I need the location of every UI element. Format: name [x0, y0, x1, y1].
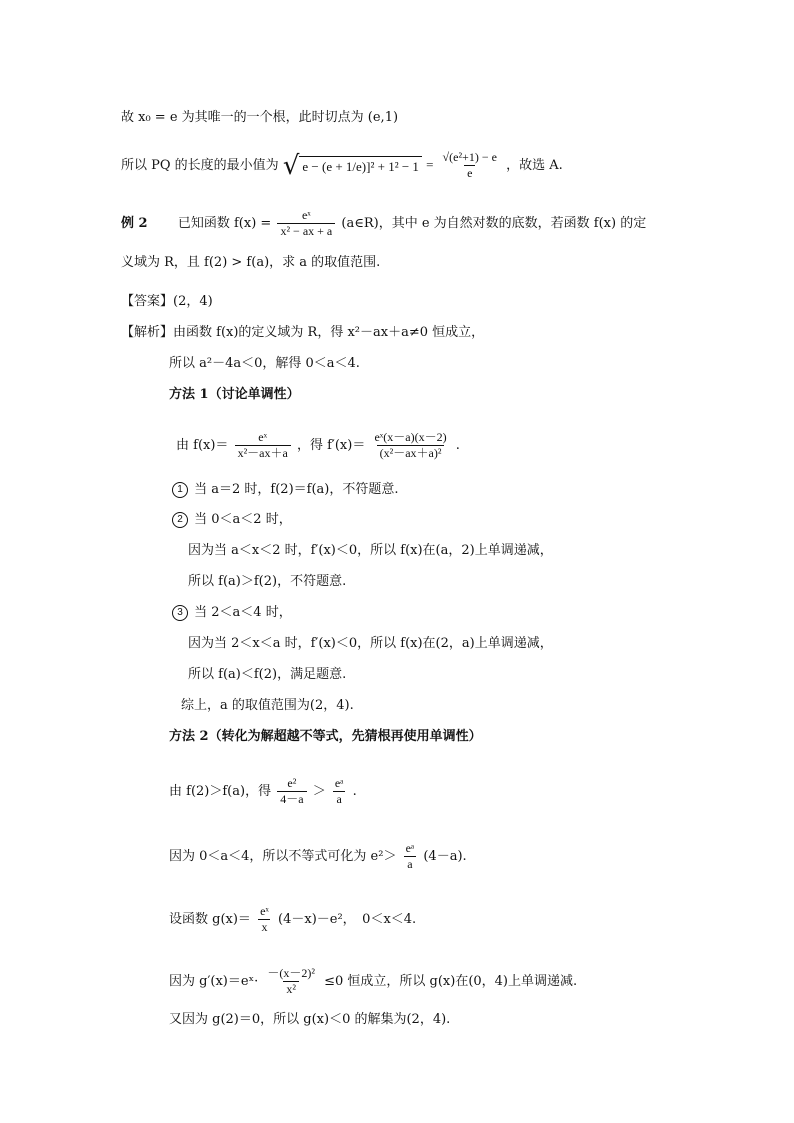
m2-l1-lead: 由 f(2)＞f(a)，得 [169, 784, 272, 799]
m2-l1-fraction-1 [277, 776, 306, 807]
case-2-detail-1 [188, 541, 553, 561]
case-3-detail-2 [188, 665, 346, 685]
m1-fp-den: (x²－ax＋a)² [377, 445, 445, 461]
pq-rhs-fraction [440, 150, 500, 181]
analysis-line-1 [121, 323, 484, 343]
case-2-detail-2-text: 所以 f(a)＞f(2)，不符题意. [188, 574, 347, 589]
m1-f-fraction [235, 430, 291, 461]
m2-l5-text: 又因为 g(2)＝0，所以 g(x)＜0 的解集为(2，4). [169, 1012, 451, 1027]
m2-l3-tail: (4－x)－e²， 0＜x＜4. [278, 912, 417, 927]
analysis-line-2 [169, 354, 360, 374]
m2-l4-tail: ≤0 恒成立，所以 g(x)在(0，4)上单调递减. [324, 974, 578, 989]
case-3-text: 当 2＜a＜4 时， [194, 605, 292, 620]
m2-l1-gt: ＞ [312, 784, 326, 799]
m1-fp-num: eˣ(x－a)(x－2) [374, 430, 447, 444]
method-2-line-4 [169, 966, 577, 997]
m2-l3-fraction [257, 904, 272, 935]
pq-sqrt-expression [282, 150, 422, 181]
example-2-text-c: 义域为 R，且 f(2) > f(a)，求 a 的取值范围. [121, 255, 381, 270]
m1-lead: 由 f(x)＝ [176, 438, 229, 453]
m2-l4-den: x² [283, 981, 299, 997]
case-2-detail-1-text: 因为当 a＜x＜2 时，f′(x)＜0，所以 f(x)在(a，2)上单调递减， [188, 543, 553, 558]
m1-f-num: eˣ [258, 430, 268, 444]
summary-text: 综上，a 的取值范围为(2，4). [181, 698, 354, 713]
m2-l3-num: eˣ [260, 904, 269, 918]
m2-l1-end: . [352, 784, 357, 799]
case-2-detail-2 [188, 572, 346, 592]
answer-line [121, 292, 213, 312]
method-1-heading [169, 385, 300, 405]
m2-l2-den: a [404, 856, 415, 872]
m2-l2-num: eᵃ [405, 841, 415, 855]
example-2-text-a: 已知函数 f(x) = [177, 216, 272, 231]
m2-l2-lead: 因为 0＜a＜4，所以不等式可化为 e²＞ [169, 849, 397, 864]
m2-l2-fraction [403, 841, 418, 872]
m2-l3-lead: 设函数 g(x)＝ [169, 912, 251, 927]
example-2-line-2 [121, 253, 380, 273]
example-2-line-1 [121, 208, 646, 239]
method-2-text: 方法 2（转化为解超越不等式，先猜根再使用单调性） [169, 729, 482, 744]
m2-l1-fraction-2 [332, 776, 347, 807]
m2-l4-fraction [264, 966, 318, 997]
method-2-line-5 [169, 1010, 450, 1030]
pq-rhs-num: √(e²+1) − e [442, 150, 497, 164]
m2-l1-den2: a [333, 791, 344, 807]
fx-fraction [277, 208, 335, 239]
method-2-heading [169, 727, 482, 747]
fx-den: x² − ax + a [277, 223, 335, 239]
summary-line [181, 696, 354, 716]
m2-l3-den: x [258, 919, 270, 935]
method-2-line-3 [169, 904, 416, 935]
analysis-text-2: 所以 a²－4a＜0，解得 0＜a＜4. [169, 356, 360, 371]
answer-text: 【答案】(2，4) [121, 294, 213, 309]
text-line-1 [121, 108, 398, 128]
m2-l2-tail: (4－a). [423, 849, 467, 864]
m2-l1-num1: e² [287, 776, 297, 790]
pq-rhs-den: e [464, 165, 475, 181]
line-1-text: 故 x₀ = e 为其唯一的一个根，此时切点为 (e,1) [121, 110, 399, 125]
case-3-detail-1-text: 因为当 2＜x＜a 时，f′(x)＜0，所以 f(x)在(2，a)上单调递减， [188, 636, 553, 651]
case-3-line [172, 603, 292, 623]
analysis-text-1: 【解析】由函数 f(x)的定义域为 R，得 x²－ax＋a≠0 恒成立， [121, 325, 485, 340]
method-2-line-2 [169, 841, 467, 872]
case-1-text: 当 a＝2 时，f(2)＝f(a)，不符题意. [194, 482, 399, 497]
pq-sqrt-body: e − (e + 1/e)]² + 1² − 1 [299, 156, 422, 175]
case-3-detail-2-text: 所以 f(a)＜f(2)，满足题意. [188, 667, 347, 682]
m1-f-den: x²－ax＋a [235, 445, 291, 461]
circled-number-2: 2 [172, 512, 188, 528]
m2-l4-lead: 因为 g′(x)＝eˣ· [169, 974, 259, 989]
fx-num: eˣ [301, 208, 311, 222]
circled-number-1: 1 [172, 482, 188, 498]
line-2-lead: 所以 PQ 的长度的最小值为 [121, 158, 279, 173]
sqrt-sign-icon: √ [282, 150, 300, 181]
circled-number-3: 3 [172, 605, 188, 621]
m2-l1-num2: eᵃ [334, 776, 344, 790]
m2-l1-den1: 4－a [277, 791, 306, 807]
text-line-2: 所以 PQ 的长度的最小值为 √ e − (e + 1/e)]² + 1² − 1 = $\frac{\text{√(e²+1) − e}}{e}$ ，故选 A. [121, 150, 563, 181]
method-2-line-1 [169, 776, 357, 807]
m1-mid: ，得 f′(x)＝ [296, 438, 366, 453]
case-2-line [172, 510, 292, 530]
method-1-text: 方法 1（讨论单调性） [169, 387, 300, 402]
case-3-detail-1 [188, 634, 553, 654]
m2-l4-num: －(x－2)² [267, 966, 315, 980]
method-1-derivative-line: 由 f(x)＝ $\frac{\text{eˣ}}{\text{x²－ax＋a}}$ ，得 f′(x)＝ $\frac{\text{eˣ(x－a)(x－2)}}{\text{(x²－ax＋a)²}}$ . [176, 430, 460, 460]
example-2-text-b: (a∈R)，其中 e 为自然对数的底数，若函数 f(x) 的定 [341, 216, 647, 231]
line-2-tail: ，故选 A. [506, 158, 563, 173]
example-2-label: 例 2 [121, 216, 148, 231]
case-1-line [172, 480, 399, 500]
case-2-text: 当 0＜a＜2 时， [194, 512, 292, 527]
m1-fprime-fraction [371, 430, 449, 461]
